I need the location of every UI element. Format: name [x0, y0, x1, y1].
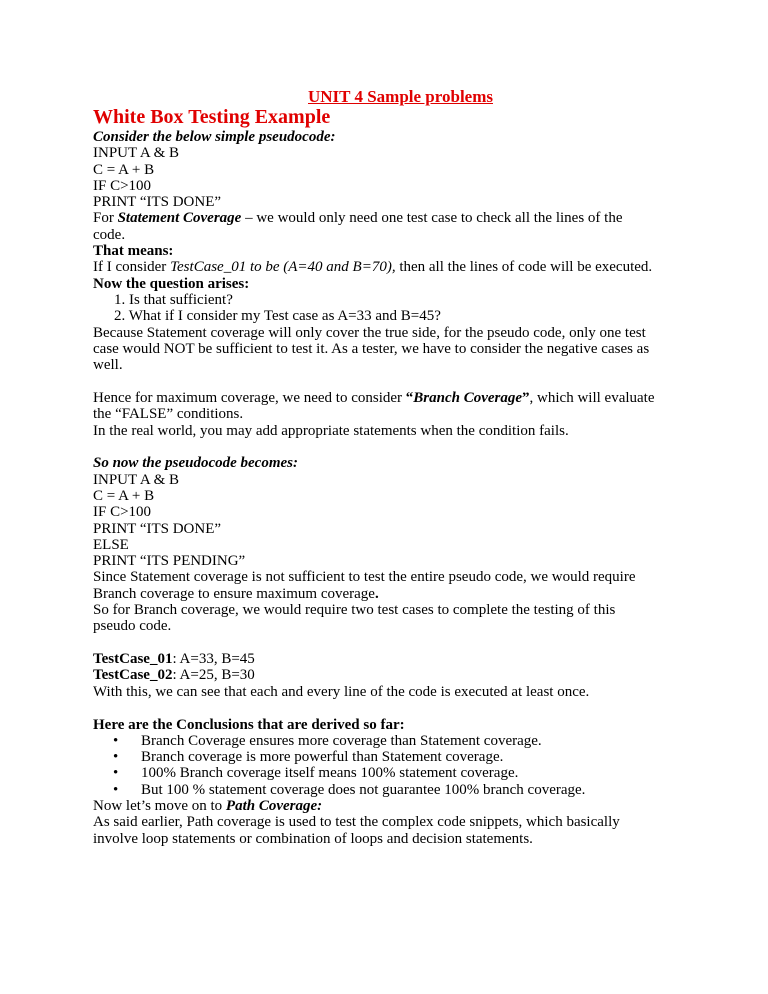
text-run: So now the pseudocode becomes: [93, 455, 298, 472]
text-run: So for Branch coverage, we would require two test cases to complete the testing of this [93, 602, 616, 619]
text-line [93, 227, 733, 243]
numbered-item [93, 308, 733, 324]
text-line [93, 243, 733, 259]
text-line [93, 798, 733, 814]
text-line [93, 667, 733, 683]
text-line [93, 504, 733, 520]
bullet-icon: • [113, 732, 119, 749]
text-run: . [374, 585, 379, 602]
text-line [93, 602, 733, 618]
text-run: 1. Is that sufficient? [114, 291, 233, 308]
text-run: 100% Branch coverage itself means 100% statement coverage. [141, 765, 519, 782]
text-run: PRINT “ITS DONE” [93, 194, 222, 211]
text-line [93, 831, 733, 847]
text-run: the “FALSE” conditions. [93, 406, 244, 423]
text-run: involve loop statements or combination of loops and decision statements. [93, 830, 533, 847]
text-run: With this, we can see that each and every line of the code is executed at least once. [93, 683, 590, 700]
text-run: But 100 % statement coverage does not guarantee 100% branch coverage. [141, 781, 586, 798]
text-line [93, 814, 733, 830]
text-run: Branch Coverage [413, 389, 523, 406]
text-line [93, 717, 733, 733]
text-run: For [93, 210, 118, 227]
bullet-item [93, 765, 733, 781]
text-line [93, 423, 733, 439]
text-run: TestCase_01 to be (A=40 and B=70), [170, 259, 396, 276]
text-line [93, 455, 733, 471]
text-run: PRINT “ITS PENDING” [93, 553, 246, 570]
document-title: UNIT 4 Sample problems [308, 87, 493, 106]
text-run: ELSE [93, 536, 129, 553]
text-run: TestCase_01 [93, 651, 173, 668]
text-line [93, 684, 733, 700]
text-run: PRINT “ITS DONE” [93, 520, 222, 537]
text-line [93, 651, 733, 667]
bullet-icon: • [113, 749, 119, 766]
text-line [93, 569, 733, 585]
text-line [93, 537, 733, 553]
text-line [93, 276, 733, 292]
text-run: ” [522, 389, 530, 406]
text-run: IF C>100 [93, 177, 152, 194]
text-run: C = A + B [93, 161, 155, 178]
text-run: well. [93, 357, 123, 374]
text-line [93, 357, 733, 373]
text-line [93, 178, 733, 194]
text-run: : A=33, B=45 [172, 651, 255, 668]
blank-line [93, 700, 733, 717]
text-line [93, 406, 733, 422]
text-run: Now let’s move on to [93, 797, 226, 814]
text-run: Hence for maximum coverage, we need to consider [93, 389, 406, 406]
text-run: Branch coverage to ensure maximum coverage [93, 585, 375, 602]
text-line [93, 553, 733, 569]
text-run: then all the lines of code will be executed. [395, 259, 653, 276]
text-run: In the real world, you may add appropriate statements when the condition fails. [93, 422, 569, 439]
numbered-item [93, 292, 733, 308]
text-run: IF C>100 [93, 504, 152, 521]
blank-line [93, 635, 733, 652]
text-line [93, 325, 733, 341]
text-run: 2. What if I consider my Test case as A=33 and B=45? [114, 308, 441, 325]
document-body [93, 129, 733, 847]
text-line [93, 618, 733, 634]
text-line [93, 194, 733, 210]
text-line [93, 129, 733, 145]
text-run: As said earlier, Path coverage is used to test the complex code snippets, which basically [93, 814, 620, 831]
bullet-item [93, 782, 733, 798]
text-run: – we would only need one test case to check all the lines of the [241, 210, 623, 227]
text-line [93, 162, 733, 178]
text-run: , which will evaluate [529, 389, 655, 406]
text-line [93, 390, 733, 406]
text-line [93, 341, 733, 357]
text-line [93, 210, 733, 226]
bullet-item [93, 733, 733, 749]
text-line [93, 145, 733, 161]
text-run: Here are the Conclusions that are derived so far: [93, 716, 405, 733]
text-run: INPUT A & B [93, 145, 179, 162]
blank-line [93, 373, 733, 390]
text-run: Consider the below simple pseudocode: [93, 129, 336, 145]
bullet-icon: • [113, 765, 119, 782]
text-run: Now the question arises: [93, 275, 250, 292]
text-run: case would NOT be sufficient to test it. As a tester, we have to consider the negative cases as [93, 340, 650, 357]
bullet-icon: • [113, 781, 119, 798]
text-line [93, 488, 733, 504]
text-run: Branch coverage is more powerful than Statement coverage. [141, 749, 504, 766]
text-run: Path Coverage: [225, 797, 323, 814]
text-run: That means: [93, 243, 174, 260]
text-run: Statement Coverage [117, 210, 242, 227]
text-run: : A=25, B=30 [172, 667, 255, 684]
text-run: TestCase_02 [93, 667, 173, 684]
text-line [93, 586, 733, 602]
text-line [93, 472, 733, 488]
text-run: INPUT A & B [93, 471, 179, 488]
text-line [93, 521, 733, 537]
text-run: Since Statement coverage is not sufficient to test the entire pseudo code, we would require [93, 569, 636, 586]
text-run: “ [405, 389, 414, 406]
text-run: C = A + B [93, 487, 155, 504]
text-run: Because Statement coverage will only cover the true side, for the pseudo code, only one test [93, 324, 646, 341]
text-run: code. [93, 226, 126, 243]
blank-line [93, 439, 733, 456]
text-line [93, 259, 733, 275]
section-heading: White Box Testing Example [93, 106, 331, 128]
text-run: pseudo code. [93, 618, 172, 635]
text-run: Branch Coverage ensures more coverage than Statement coverage. [141, 732, 542, 749]
text-run: If I consider [93, 259, 171, 276]
bullet-item [93, 749, 733, 765]
